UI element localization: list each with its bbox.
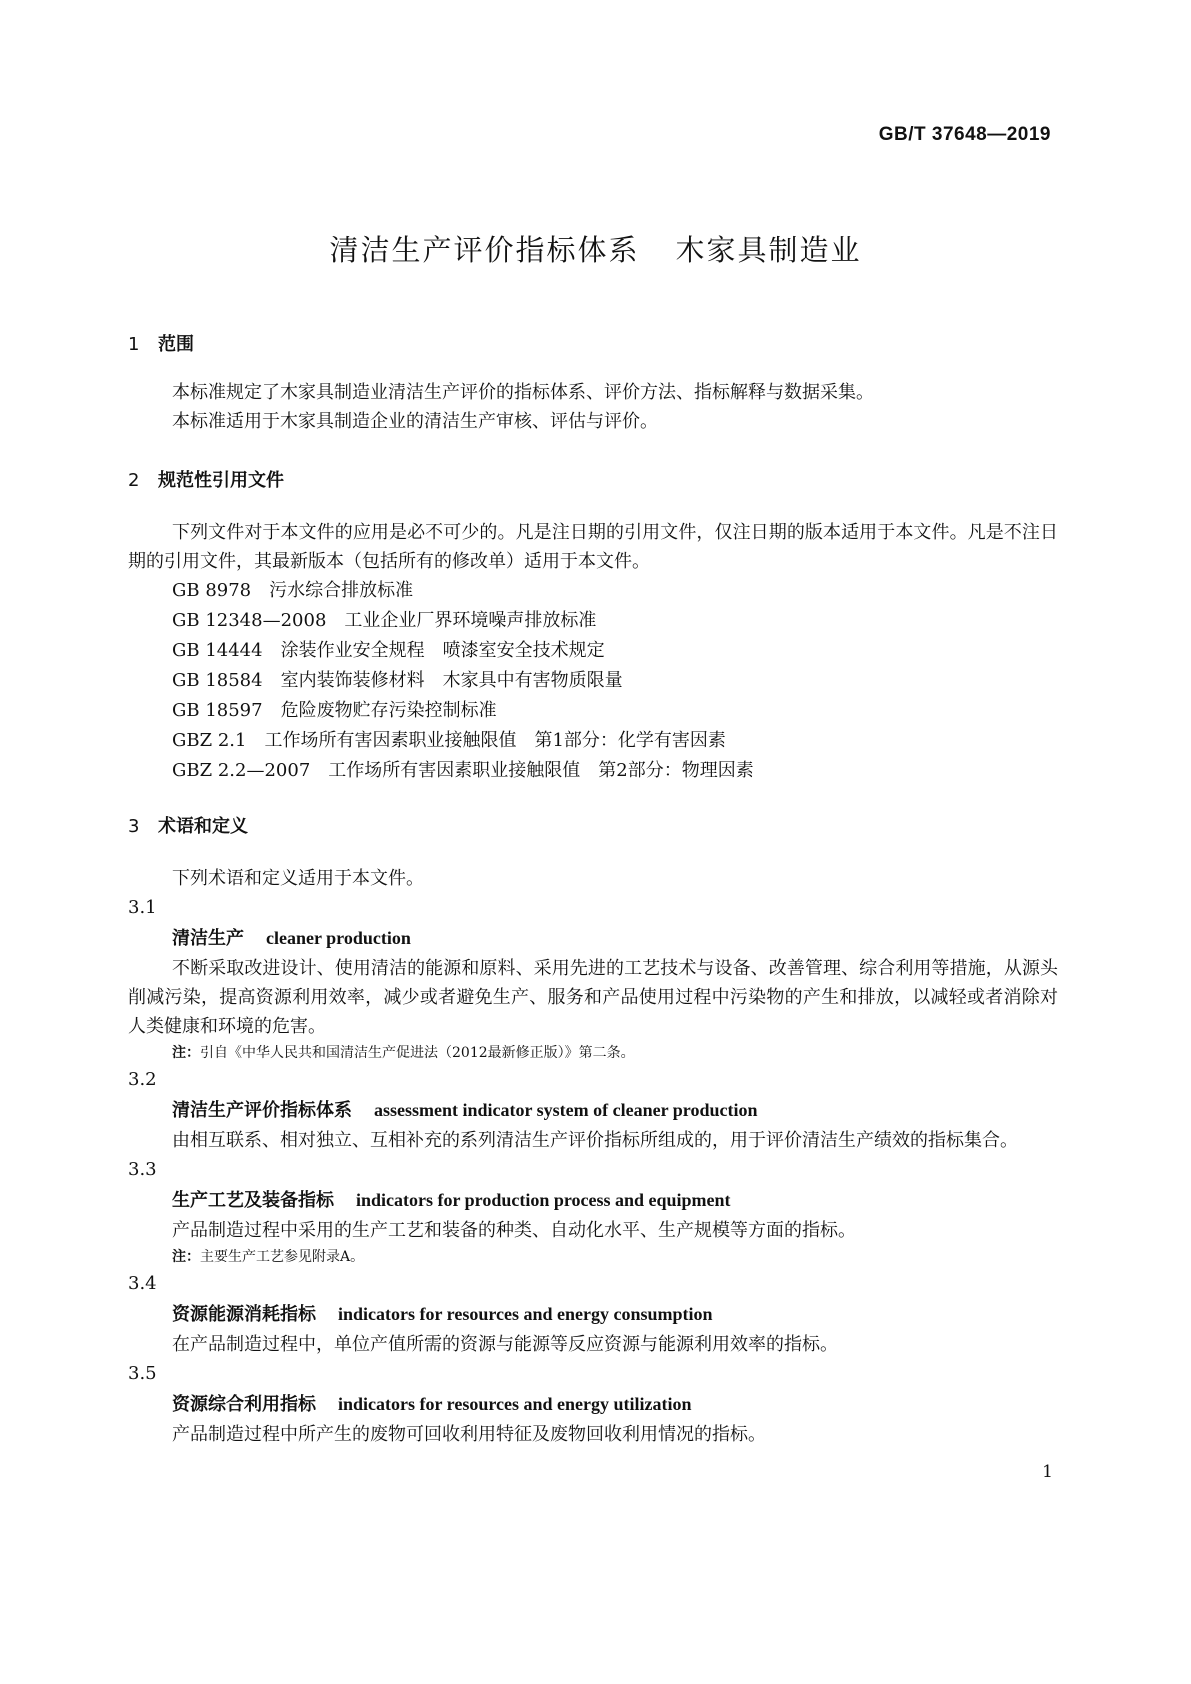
reference-item [128, 756, 1058, 786]
term-definition: 产品制造过程中采用的生产工艺和装备的种类、自动化水平、生产规模等方面的指标。 [172, 1220, 856, 1241]
reference-code: GB 18597 [172, 700, 263, 721]
reference-name: 工业企业厂界环境噪声排放标准 [344, 610, 597, 631]
paragraph: 下列术语和定义适用于本文件。 [172, 868, 424, 889]
term-number: 3.2 [128, 1069, 157, 1090]
term-definition: 由相互联系、相对独立、互相补充的系列清洁生产评价指标所组成的，用于评价清洁生产绩效的指标集合。 [172, 1130, 1018, 1151]
section-2-heading [128, 466, 1058, 492]
document-body [128, 330, 1058, 1449]
term-number: 3.5 [128, 1363, 157, 1384]
reference-code: GBZ 2.2—2007 [172, 760, 311, 781]
reference-item [128, 696, 1058, 726]
reference-code: GB 12348—2008 [172, 610, 327, 631]
section-number: 3 [128, 816, 140, 837]
term-zh: 资源能源消耗指标 [172, 1304, 316, 1325]
paragraph: 本标准规定了木家具制造业清洁生产评价的指标体系、评价方法、指标解释与数据采集。 [172, 382, 874, 403]
term-heading [128, 1185, 1058, 1216]
term-heading [128, 1299, 1058, 1330]
term-en: indicators for resources and energy consumption [338, 1304, 713, 1324]
term-en: indicators for production process and equipment [356, 1190, 731, 1210]
term-heading [128, 1389, 1058, 1420]
paragraph: 下列文件对于本文件的应用是必不可少的。凡是注日期的引用文件，仅注日期的版本适用于本文件。凡是不注日期的引用文件，其最新版本（包括所有的修改单）适用于本文件。 [128, 522, 1058, 572]
term-en: indicators for resources and energy utilization [338, 1394, 692, 1414]
reference-code: GB 18584 [172, 670, 263, 691]
section-title: 术语和定义 [158, 816, 248, 837]
term-zh: 资源综合利用指标 [172, 1394, 316, 1415]
term-definition: 在产品制造过程中，单位产值所需的资源与能源等反应资源与能源利用效率的指标。 [172, 1334, 838, 1355]
term-zh: 生产工艺及装备指标 [172, 1190, 334, 1211]
note [128, 1041, 1058, 1065]
reference-name: 危险废物贮存污染控制标准 [280, 700, 497, 721]
section-number: 2 [128, 470, 140, 491]
note [128, 1245, 1058, 1269]
term-number: 3.4 [128, 1273, 157, 1294]
document-title [0, 228, 1191, 269]
note-label: 注： [172, 1045, 200, 1061]
term-zh: 清洁生产评价指标体系 [172, 1100, 352, 1121]
term-zh: 清洁生产 [172, 928, 244, 949]
section-title: 规范性引用文件 [158, 470, 284, 491]
section-title: 范围 [158, 334, 194, 355]
term-heading [128, 1095, 1058, 1126]
section-number: 1 [128, 334, 140, 355]
term-definition: 不断采取改进设计、使用清洁的能源和原料、采用先进的工艺技术与设备、改善管理、综合利用等措施，从源头削减污染，提高资源利用效率，减少或者避免生产、服务和产品使用过程中污染物的产生和排放，以减轻或者消除对人类健康和环境的危害。 [128, 958, 1058, 1037]
term-en: cleaner production [266, 928, 411, 948]
term-en: assessment indicator system of cleaner production [374, 1100, 758, 1120]
title-part-2: 木家具制造业 [675, 233, 862, 267]
note-text: 引自《中华人民共和国清洁生产促进法（2012最新修正版）》第二条。 [200, 1045, 635, 1061]
reference-item [128, 606, 1058, 636]
reference-code: GBZ 2.1 [172, 730, 247, 751]
term-definition: 产品制造过程中所产生的废物可回收利用特征及废物回收利用情况的指标。 [172, 1424, 766, 1445]
reference-item [128, 636, 1058, 666]
standard-code: GB/T 37648—2019 [878, 124, 1051, 145]
term-number: 3.3 [128, 1159, 157, 1180]
reference-name: 工作场所有害因素职业接触限值 第2部分：物理因素 [328, 760, 754, 781]
term-number: 3.1 [128, 897, 157, 918]
reference-item [128, 666, 1058, 696]
reference-name: 室内装饰装修材料 木家具中有害物质限量 [280, 670, 623, 691]
page-number: 1 [1042, 1462, 1053, 1482]
title-part-1: 清洁生产评价指标体系 [329, 233, 640, 267]
reference-code: GB 14444 [172, 640, 263, 661]
note-label: 注： [172, 1249, 200, 1265]
reference-name: 工作场所有害因素职业接触限值 第1部分：化学有害因素 [264, 730, 726, 751]
reference-code: GB 8978 [172, 580, 252, 601]
reference-name: 污水综合排放标准 [269, 580, 414, 601]
note-text: 主要生产工艺参见附录A。 [200, 1249, 365, 1265]
reference-item [128, 726, 1058, 756]
paragraph: 本标准适用于木家具制造企业的清洁生产审核、评估与评价。 [172, 411, 658, 432]
section-3-heading [128, 812, 1058, 838]
section-1-heading [128, 330, 1058, 356]
reference-name: 涂装作业安全规程 喷漆室安全技术规定 [280, 640, 605, 661]
reference-item [128, 576, 1058, 606]
term-heading [128, 923, 1058, 954]
